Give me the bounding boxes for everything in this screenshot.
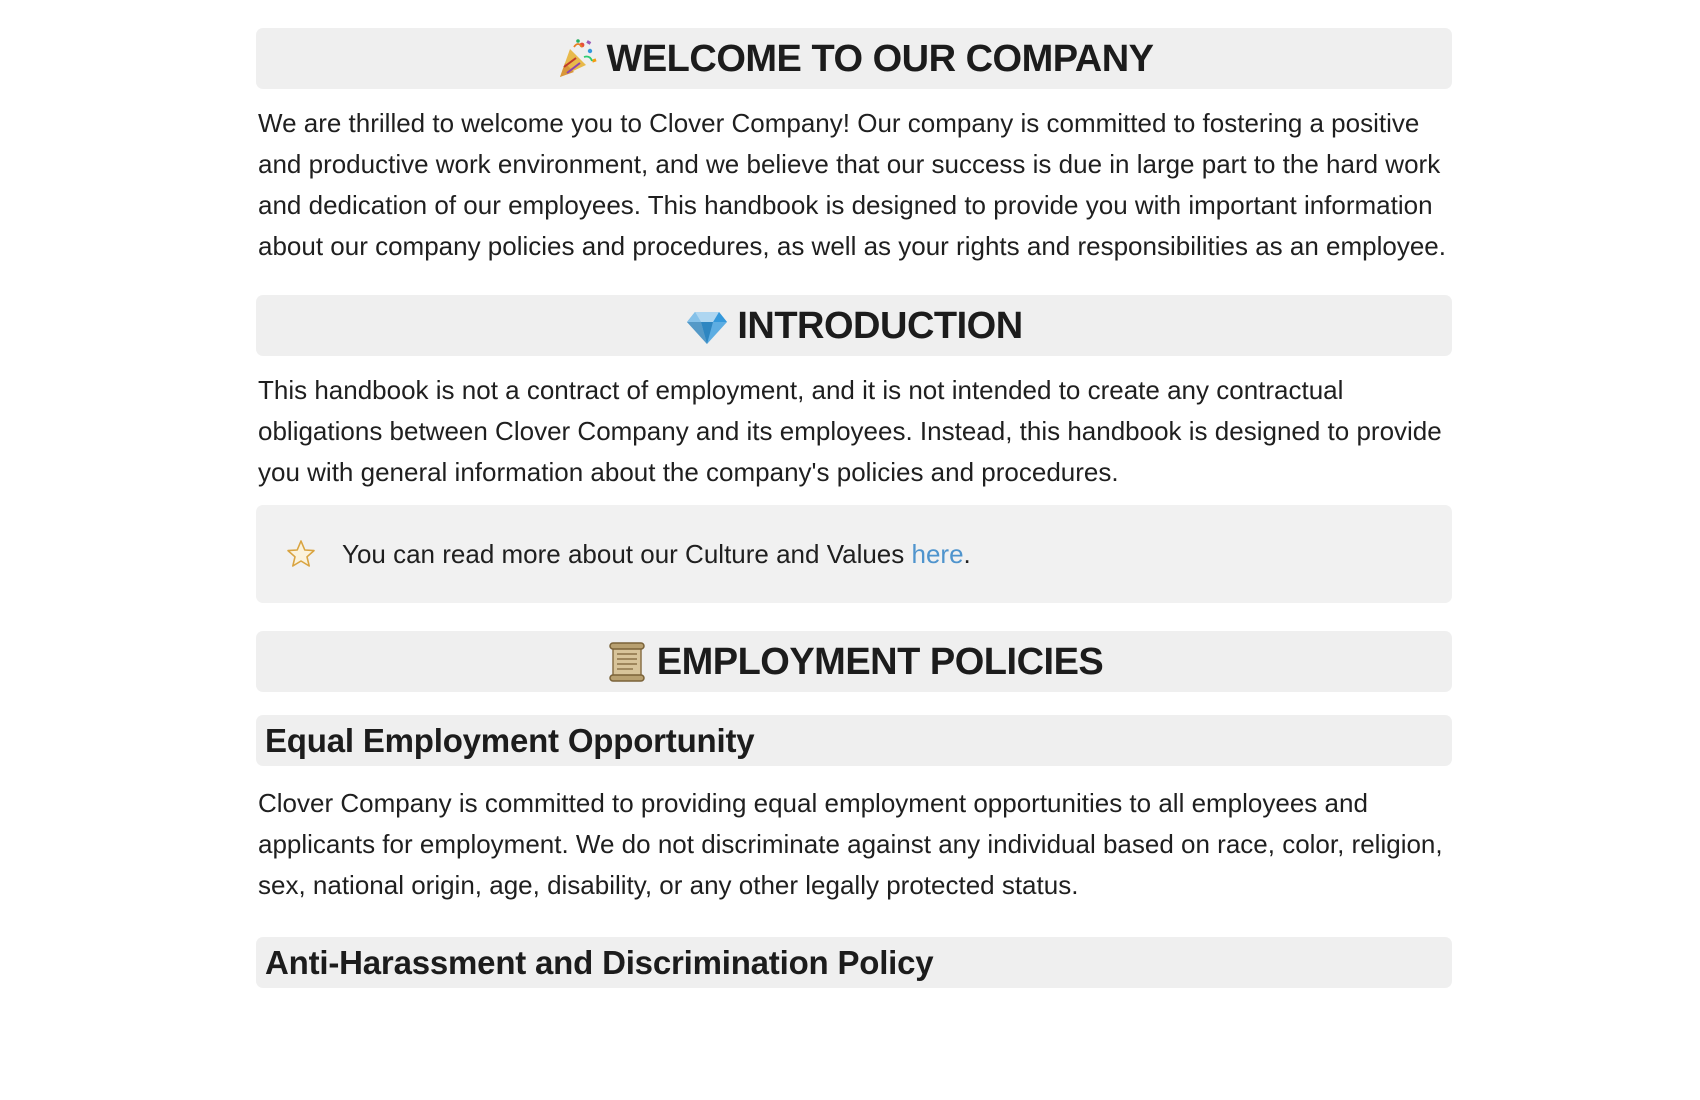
gem-icon xyxy=(685,304,729,348)
star-icon xyxy=(286,539,316,569)
culture-values-link[interactable]: here xyxy=(911,538,964,569)
employment-policies-header xyxy=(256,631,1452,692)
welcome-title: WELCOME TO OUR COMPANY xyxy=(606,37,1154,80)
anti-harassment-title: Anti-Harassment and Discrimination Policy xyxy=(265,943,934,981)
equal-employment-header xyxy=(256,715,1452,766)
welcome-header xyxy=(256,28,1452,89)
anti-harassment-header xyxy=(256,937,1452,988)
equal-employment-paragraph: Clover Company is committed to providing equal employment opportunities to all employees and applicants for employment. We do not discriminate against any individual based on race, color, religion, sex, national origin, age, disability, or any other legally protected status. xyxy=(258,788,1443,900)
introduction-paragraph: This handbook is not a contract of employment, and it is not intended to create any contractual obligations between Clover Company and its employees. Instead, this handbook is designed to provide you with general information about the company's policies and procedures. xyxy=(258,375,1442,487)
callout-text-after: . xyxy=(963,538,971,569)
callout-text-before: You can read more about our Culture and Values xyxy=(342,538,912,569)
introduction-title: INTRODUCTION xyxy=(737,304,1023,347)
welcome-paragraph: We are thrilled to welcome you to Clover Company! Our company is committed to fostering a positive and productive work environment, and we believe that our success is due in large part to the hard work and dedication of our employees. This handbook is designed to provide you with important information about our company policies and procedures, as well as your rights and responsibilities as an employee. xyxy=(258,108,1446,261)
party-popper-icon xyxy=(554,37,598,81)
callout-text xyxy=(342,539,971,570)
handbook-content xyxy=(256,28,1452,988)
equal-employment-title: Equal Employment Opportunity xyxy=(265,721,755,759)
scroll-icon xyxy=(605,640,649,684)
introduction-header xyxy=(256,295,1452,356)
employment-policies-title: EMPLOYMENT POLICIES xyxy=(656,640,1104,683)
culture-values-callout xyxy=(256,505,1452,603)
